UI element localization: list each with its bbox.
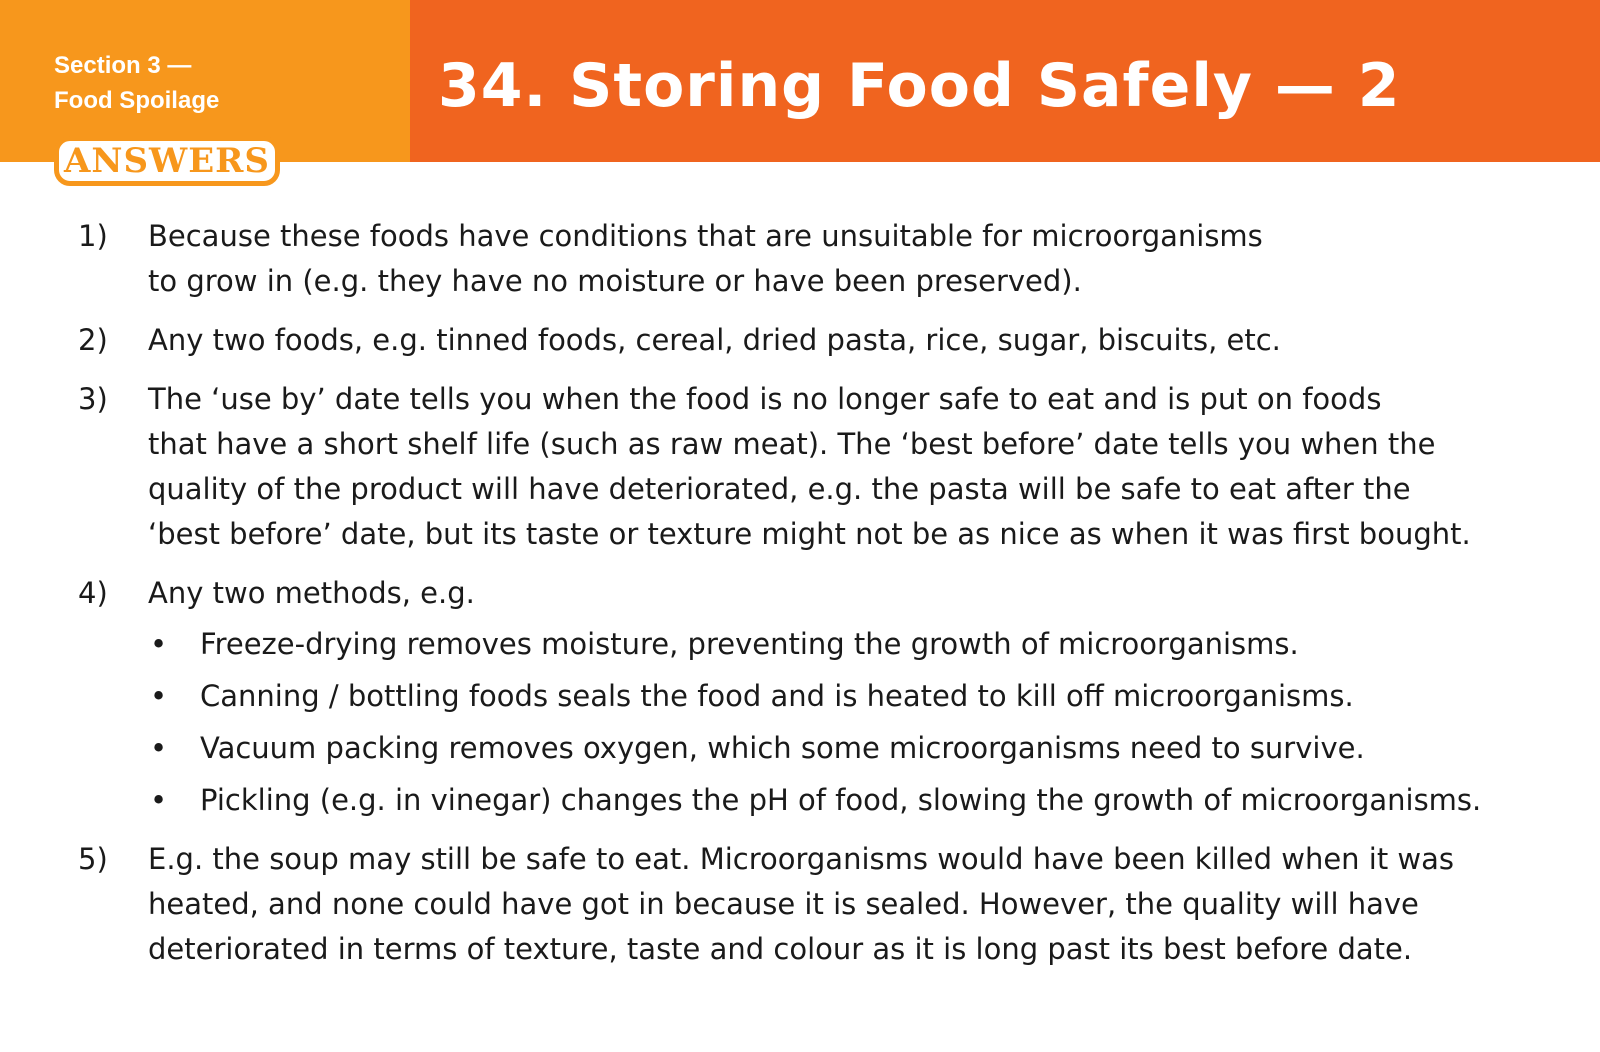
method-text: Vacuum packing removes oxygen, which some microorganisms need to survive. <box>200 731 1365 765</box>
section-label <box>54 48 219 118</box>
method-item <box>148 622 1558 667</box>
bullet-point: • <box>150 783 168 817</box>
answer-line: Because these foods have conditions that are unsuitable for microorganisms <box>148 219 1263 253</box>
section-name: Food Spoilage <box>54 87 220 114</box>
answers-badge: ANSWERS <box>54 136 280 186</box>
method-item <box>148 674 1558 719</box>
answer-3 <box>78 377 1558 557</box>
method-item <box>148 726 1558 771</box>
answer-number: 5) <box>78 842 108 876</box>
bullet-point: • <box>150 731 168 765</box>
answer-line: The ‘use by’ date tells you when the food is no longer safe to eat and is put on foods <box>148 382 1382 416</box>
method-item <box>148 778 1558 823</box>
answer-line: Any two methods, e.g. <box>148 576 475 610</box>
answer-number: 4) <box>78 576 108 610</box>
answer-line: Any two foods, e.g. tinned foods, cereal, dried pasta, rice, sugar, biscuits, etc. <box>148 323 1281 357</box>
method-text: Canning / bottling foods seals the food and is heated to kill off microorganisms. <box>200 679 1354 713</box>
page-header <box>0 0 1600 181</box>
answer-line: deteriorated in terms of texture, taste and colour as it is long past its best before date. <box>148 932 1413 966</box>
answer-line: to grow in (e.g. they have no moisture or have been preserved). <box>148 264 1082 298</box>
method-text: Pickling (e.g. in vinegar) changes the pH of food, slowing the growth of microorganisms. <box>200 783 1482 817</box>
answer-list <box>78 214 1558 986</box>
answer-5 <box>78 837 1558 972</box>
bullet-point: • <box>150 627 168 661</box>
answer-number: 3) <box>78 382 108 416</box>
answer-number: 2) <box>78 323 108 357</box>
answer-4 <box>78 571 1558 823</box>
section-number: Section 3 — <box>54 52 192 79</box>
answer-2 <box>78 318 1558 363</box>
answer-number: 1) <box>78 219 108 253</box>
method-text: Freeze-drying removes moisture, preventing the growth of microorganisms. <box>200 627 1299 661</box>
answer-line: E.g. the soup may still be safe to eat. Microorganisms would have been killed when it was <box>148 842 1455 876</box>
answer-line: ‘best before’ date, but its taste or texture might not be as nice as when it was first bought. <box>148 517 1471 551</box>
answer-1 <box>78 214 1558 304</box>
answer-line: that have a short shelf life (such as raw meat). The ‘best before’ date tells you when the <box>148 427 1436 461</box>
page-title: 34. Storing Food Safely — 2 <box>438 51 1401 121</box>
answer-line: heated, and none could have got in because it is sealed. However, the quality will have <box>148 887 1419 921</box>
answer-line: quality of the product will have deteriorated, e.g. the pasta will be safe to eat after the <box>148 472 1411 506</box>
method-list <box>148 622 1558 823</box>
bullet-point: • <box>150 679 168 713</box>
